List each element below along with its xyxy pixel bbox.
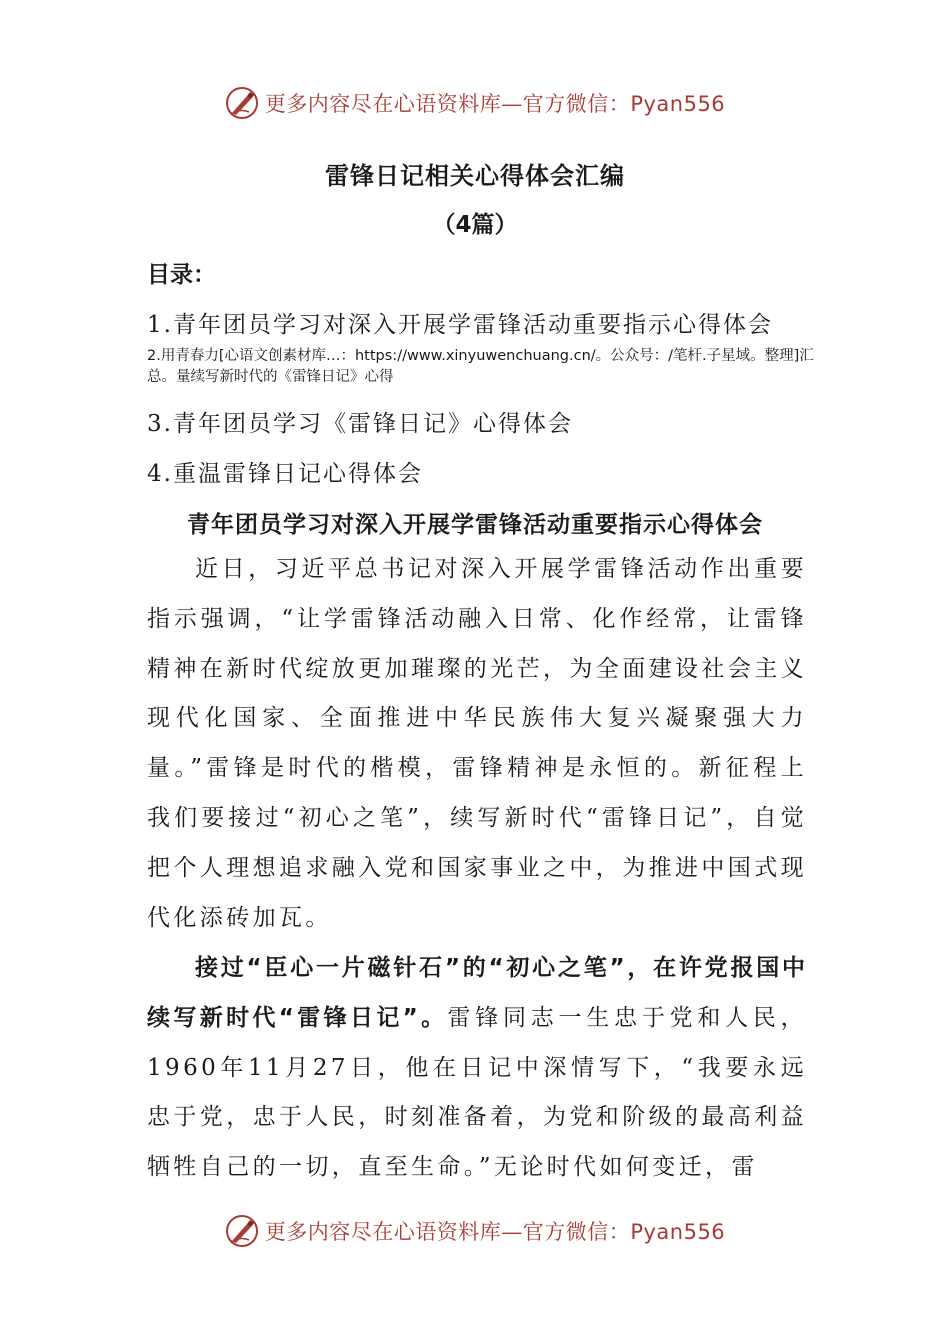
toc-item-3: 3.青年团员学习《雷锋日记》心得体会 bbox=[147, 411, 573, 437]
toc-heading: 目录： bbox=[147, 262, 216, 288]
toc-item-2: 2.用青春力[心语文创素材库…：https://www.xinyuwenchuang.cn/。公众号：/笔杆.子星域。整理]汇总。量续写新时代的《雷锋日记》心得 bbox=[147, 348, 814, 385]
toc-item-4: 4.重温雷锋日记心得体会 bbox=[147, 461, 423, 487]
section-title: 青年团员学习对深入开展学雷锋活动重要指示心得体会 bbox=[187, 512, 763, 538]
document-subtitle: （4篇） bbox=[432, 212, 518, 238]
paragraph-lead: 接过“臣心一片磁针石”的“初心之笔”，在许党报国中续写新时代“雷锋日记”。 bbox=[147, 955, 807, 1031]
footer-watermark-banner bbox=[0, 1206, 950, 1256]
banner-text: 更多内容尽在心语资料库—官方微信：Pyan556 bbox=[264, 92, 726, 116]
document-title: 雷锋日记相关心得体会汇编 bbox=[325, 162, 625, 190]
wechat-id: Pyan556 bbox=[630, 1220, 726, 1244]
body-paragraph-1: 近日，习近平总书记对深入开展学雷锋活动作出重要指示强调，“让学雷锋活动融入日常、化作经常，让雷锋精神在新时代绽放更加璀璨的光芒，为全面建设社会主义现代化国家、全面推进中华民族伟大复兴凝聚强大力量。”雷锋是时代的楷模，雷锋精神是永恒的。新征程上我们要接过“初心之笔”，续写新时代“雷锋日记”，自觉把个人理想追求融入党和国家事业之中，为推进中国式现代化添砖加瓦。 bbox=[147, 556, 807, 931]
body-paragraph-2 bbox=[147, 944, 807, 1193]
banner-text: 更多内容尽在心语资料库—官方微信：Pyan556 bbox=[264, 1220, 726, 1244]
toc-item-1: 1.青年团员学习对深入开展学雷锋活动重要指示心得体会 bbox=[147, 312, 773, 338]
header-watermark-banner bbox=[0, 78, 950, 128]
pen-logo-icon bbox=[225, 1214, 259, 1248]
paragraph-body: 雷锋同志一生忠于党和人民，1960年11月27日，他在日记中深情写下，“我要永远忠于党，忠于人民，时刻准备着，为党和阶级的最高利益牺牲自己的一切，直至生命。”无论时代如何变迁，雷 bbox=[147, 1004, 807, 1181]
wechat-id: Pyan556 bbox=[630, 92, 726, 116]
pen-logo-icon bbox=[225, 86, 259, 120]
